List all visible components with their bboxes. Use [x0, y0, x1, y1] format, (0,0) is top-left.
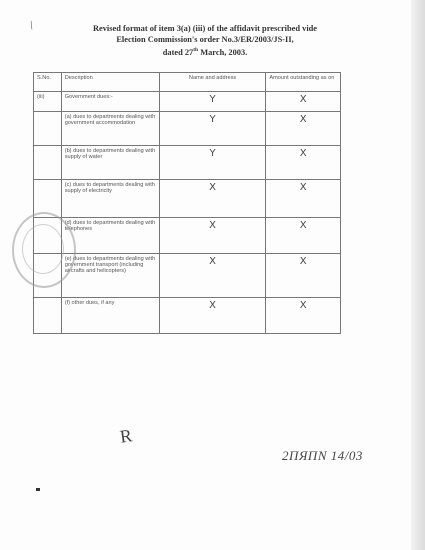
seal-inner-ring: [22, 224, 64, 274]
heading-line-1: Revised format of item 3(a) (iii) of the affidavit prescribed vide: [92, 24, 318, 33]
tick-mark: Y: [209, 114, 216, 125]
cross-mark: X: [209, 256, 216, 267]
ink-dot: [36, 488, 40, 491]
table-row: [34, 254, 341, 298]
cross-mark: X: [299, 220, 307, 231]
cross-mark: X: [299, 148, 307, 159]
cross-mark: X: [299, 114, 307, 125]
document-heading: [40, 24, 370, 58]
table-row: [34, 218, 341, 254]
header-name-address: Name and address: [159, 73, 266, 92]
heading-line-2: Election Commission's order No.3/ER/2003/JS-II,: [116, 34, 294, 44]
tick-mark: Y: [209, 94, 216, 105]
cross-mark: X: [299, 256, 307, 267]
row-label: (c) dues to departments dealing with supply of electricity: [61, 180, 159, 218]
heading-line-3: dated 27th March, 2003.: [162, 47, 248, 57]
cross-mark: X: [209, 182, 216, 193]
pen-mark: /: [26, 17, 36, 33]
table-row: [34, 146, 341, 180]
scan-edge: [411, 0, 425, 550]
row-label: (e) dues to departments dealing with government transport (including aircrafts and helicopters): [61, 254, 159, 298]
section-row: [34, 92, 341, 112]
cross-mark: X: [299, 300, 307, 311]
row-label: (d) dues to departments dealing with telephones: [61, 218, 159, 254]
table-header-row: [34, 73, 341, 92]
table-row: [34, 298, 341, 334]
table-row: [34, 112, 341, 146]
official-seal: [12, 212, 76, 288]
row-label: (f) other dues, if any: [61, 298, 159, 334]
section-sno: (iii): [34, 92, 62, 112]
dues-table: [33, 72, 341, 334]
row-label: (b) dues to departments dealing with supply of water: [61, 146, 159, 180]
table-row: [34, 180, 341, 218]
initial-signature: R: [118, 425, 134, 447]
cross-mark: X: [209, 300, 216, 311]
handwritten-signature: 2ПЯПN 14/03: [282, 448, 363, 463]
cross-mark: X: [299, 182, 307, 193]
header-amount: Amount outstanding as on: [266, 73, 341, 92]
row-label: (a) dues to departments dealing with government accommodation: [61, 112, 159, 146]
header-sno: S.No.: [34, 73, 62, 92]
header-description: Description: [61, 73, 159, 92]
tick-mark: Y: [209, 148, 216, 159]
cross-mark: X: [299, 94, 307, 105]
section-label: Government dues:-: [61, 92, 159, 112]
cross-mark: X: [209, 220, 216, 231]
